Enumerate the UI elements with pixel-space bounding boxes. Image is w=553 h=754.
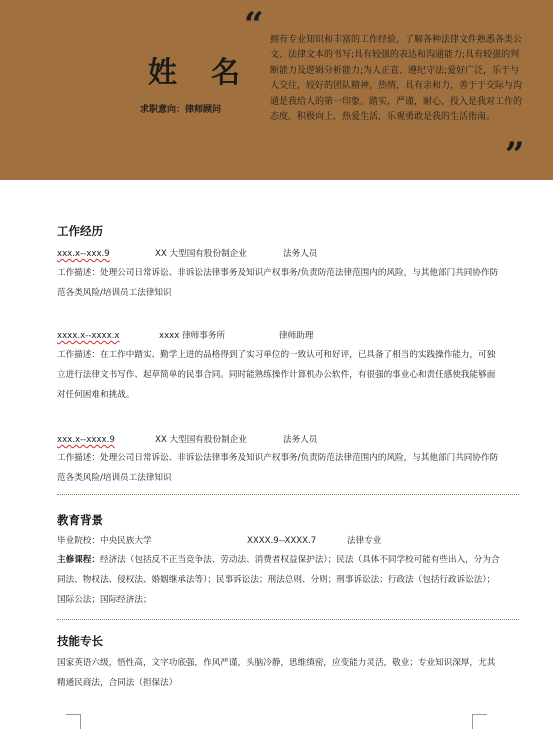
courses-label: 主修课程：: [57, 555, 100, 565]
self-introduction: 拥有专业知识和丰富的工作经验，了解各种法律文件熟悉各类公文、法律文本的书写;具有较强的表达和沟通能力;具有较强的判断能力及逻辑分析能力;为人正直、遵纪守法;爱好广泛，乐于与人交往，较好的团队精神。热情，具有亲和力，善于于交际与沟通是我给人的第一印象。踏实，严谨，耐心，投入是我对工作的态度。积极向上，热爱生活，乐观勇敢是我的生活指南。: [270, 35, 523, 123]
work-description: 工作描述：处理公司日常诉讼、非诉讼法律事务及知识产权事务/负责防范法律范围内的风险，与其他部门共同协作防范各类风险/培训员工法律知识: [57, 453, 499, 483]
skills-section-title: 技能专长: [57, 634, 103, 648]
job-intention: [140, 102, 280, 115]
work-company: xxxx 律师事务所: [159, 331, 226, 341]
work-role: 法务人员: [283, 435, 318, 445]
work-description: 工作描述：处理公司日常诉讼、非诉讼法律事务及知识产权事务/负责防范法律范围内的风险，与其他部门共同协作防范各类风险/培训员工法律知识: [57, 268, 499, 298]
courses-text: 经济法（包括反不正当竞争法、劳动法、消费者权益保护法）；民法（具体不同学校可能有些出入，分为合同法、物权法、侵权法、婚姻继承法等）；民事诉讼法；刑法总则、分则；刑事诉讼法；行政法（包括行政诉讼法）；国际公法；国际经济法；: [57, 555, 500, 605]
education-section-title: 教育背景: [57, 513, 103, 527]
work-role: 法务人员: [283, 249, 318, 259]
education-major: 法律专业: [347, 536, 382, 546]
education-period: XXXX.9--XXXX.7: [247, 536, 317, 546]
section-divider: [57, 494, 519, 495]
education-entry: [57, 534, 381, 546]
skills-text: 国家英语六级，悟性高，文字功底强，作风严谨，头脑冷静，思维缜密，应变能力灵活，敬业；专业知识深厚，尤其精通民商法，合同法（担保法）: [57, 658, 496, 688]
work-date: xxx.x--xxx.9: [57, 249, 110, 259]
work-company: XX 大型国有股份制企业: [155, 435, 247, 445]
page-corner-mark: [66, 714, 81, 729]
quote-open-icon: “: [244, 5, 264, 45]
job-value: 律师顾问: [185, 105, 222, 115]
quote-close-icon: ”: [505, 135, 525, 175]
job-label: 求职意向：: [140, 105, 186, 115]
work-entry-header: [57, 247, 317, 259]
work-entry-header: [57, 329, 313, 341]
work-entry-header: [57, 433, 317, 445]
section-divider: [57, 619, 519, 620]
work-description: 工作描述：在工作中踏实、勤学上进的品格得到了实习单位的一致认可和好评，已具备了相当的实践操作能力，可独立进行法律文书写作、起草简单的民事合同。同时能熟练操作计算机办公软件，有很强的事业心和责任感使我能够面对任何困难和挑战。: [57, 350, 496, 400]
page-corner-mark: [472, 714, 487, 729]
candidate-name: 姓 名: [147, 55, 253, 89]
header-banner: [0, 0, 553, 180]
work-section-title: 工作经历: [57, 224, 103, 238]
work-company: XX 大型国有股份制企业: [155, 249, 247, 259]
education-school: 毕业院校：中央民族大学: [57, 536, 152, 546]
work-date: xxxx.x--xxxx.x: [57, 331, 120, 341]
work-date: xxx.x--xxxx.9: [57, 435, 115, 445]
work-role: 律师助理: [279, 331, 314, 341]
education-courses: [57, 550, 502, 610]
